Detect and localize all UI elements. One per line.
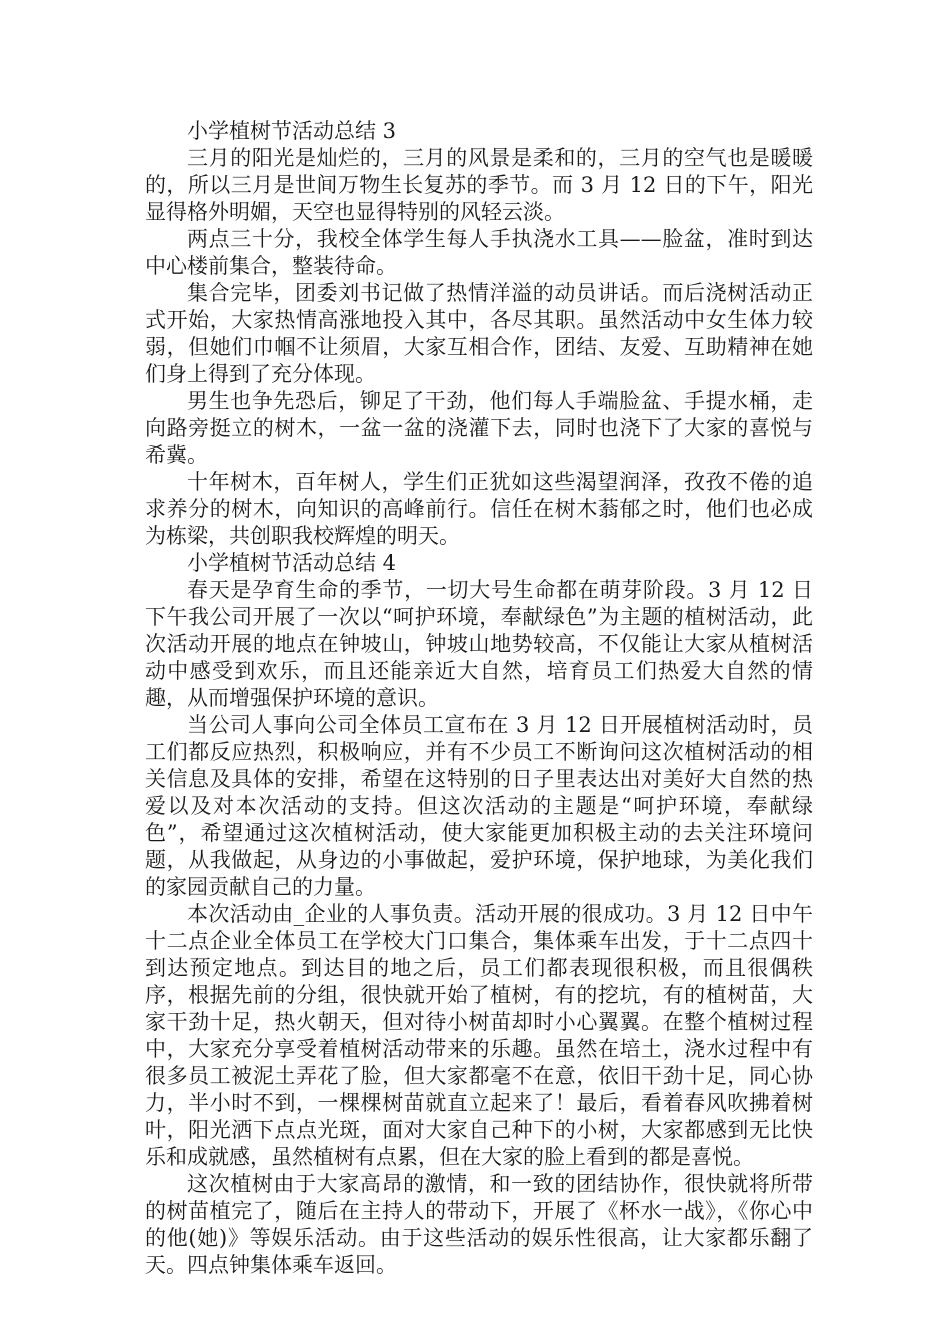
paragraph: 三月的阳光是灿烂的，三月的风景是柔和的，三月的空气也是暖暖的，所以三月是世间万物生长复苏的季节。而 3 月 12 日的下午，阳光显得格外明媚，天空也显得特别的风轻云淡。: [145, 146, 813, 224]
paragraph: 当公司人事向公司全体员工宣布在 3 月 12 日开展植树活动时，员工们都反应热烈，积极响应，并有不少员工不断询问这次植树活动的相关信息及具体的安排，希望在这特别的日子里表达出对美好大自然的热爱以及对本次活动的支持。但这次活动的主题是“呵护环境，奉献绿色”，希望通过这次植树活动，使大家能更加积极主动的去关注环境问题，从我做起，从身边的小事做起，爱护环境，保护地球，为美化我们的家园贡献自己的力量。: [145, 713, 813, 899]
paragraph: 这次植树由于大家高昂的激情，和一致的团结协作，很快就将所带的树苗植完了，随后在主持人的带动下，开展了《杯水一战》，《你心中的他(她)》等娱乐活动。由于这些活动的娱乐性很高，让大家都乐翻了天。四点钟集体乘车返回。: [145, 1172, 813, 1277]
paragraph: 男生也争先恐后，铆足了干劲，他们每人手端脸盆、手提水桶，走向路旁挺立的树木，一盆一盆的浇灌下去，同时也浇下了大家的喜悦与希冀。: [145, 389, 813, 467]
document-body: [145, 118, 813, 1279]
paragraph: 集合完毕，团委刘书记做了热情洋溢的动员讲话。而后浇树活动正式开始，大家热情高涨地投入其中，各尽其职。虽然活动中女生体力较弱，但她们巾帼不让须眉，大家互相合作，团结、友爱、互助精神在她们身上得到了充分体现。: [145, 281, 813, 386]
section-title-4: 小学植树节活动总结 4: [187, 551, 397, 575]
section-title-3: 小学植树节活动总结 3: [187, 119, 397, 143]
paragraph: 本次活动由_企业的人事负责。活动开展的很成功。3 月 12 日中午十二点企业全体员工在学校大门口集合，集体乘车出发，于十二点四十到达预定地点。到达目的地之后，员工们都表现很积极，而且很偶秩序，根据先前的分组，很快就开始了植树，有的挖坑，有的植树苗，大家干劲十足，热火朝天，但对待小树苗却时小心翼翼。在整个植树过程中，大家充分享受着植树活动带来的乐趣。虽然在培土，浇水过程中有很多员工被泥土弄花了脸，但大家都毫不在意，依旧干劲十足，同心协力，半小时不到，一棵棵树苗就直立起来了！最后，看着春风吹拂着树叶，阳光洒下点点光斑，面对大家自己种下的小树，大家都感到无比快乐和成就感，虽然植树有点累，但在大家的脸上看到的都是喜悦。: [145, 902, 813, 1169]
paragraph: 春天是孕育生命的季节，一切大号生命都在萌芽阶段。3 月 12 日下午我公司开展了一次以“呵护环境，奉献绿色”为主题的植树活动，此次活动开展的地点在钟坡山，钟坡山地势较高，不仅能让大家从植树活动中感受到欢乐，而且还能亲近大自然，培育员工们热爱大自然的情趣，从而增强保护环境的意识。: [145, 578, 813, 710]
paragraph: 两点三十分，我校全体学生每人手执浇水工具——脸盆，准时到达中心楼前集合，整装待命。: [145, 227, 813, 278]
paragraph: 十年树木，百年树人，学生们正犹如这些渴望润泽，孜孜不倦的追求养分的树木，向知识的高峰前行。信任在树木蓊郁之时，他们也必成为栋梁，共创职我校辉煌的明天。: [145, 470, 813, 548]
